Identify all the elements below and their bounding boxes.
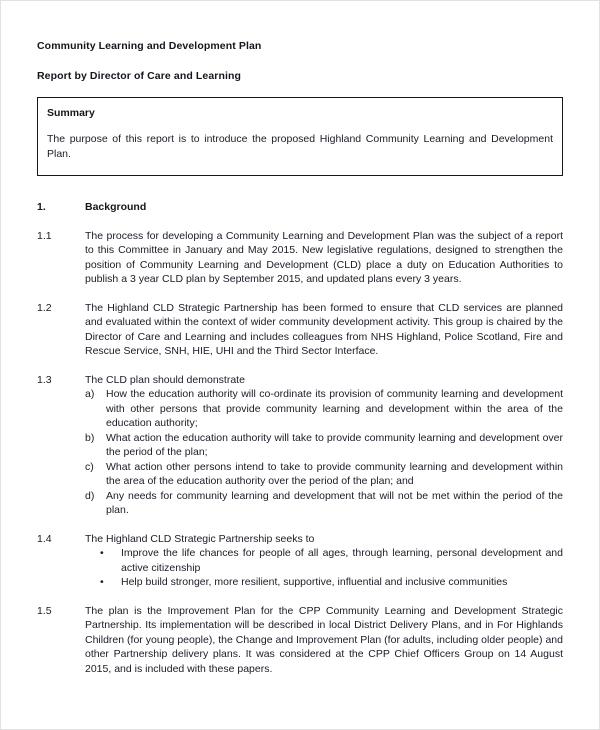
section-heading: [37, 200, 563, 215]
summary-heading: Summary: [47, 107, 95, 119]
paragraph-1-2: [37, 301, 563, 359]
summary-box: [37, 97, 563, 176]
paragraph-number: 1.2: [37, 301, 52, 314]
page-title: Community Learning and Development Plan: [37, 40, 262, 52]
list-item: [85, 387, 563, 431]
paragraph-text: The Highland CLD Strategic Partnership has been formed to ensure that CLD services are planned and evaluated within the context of wider community development activity. This group is chaired by the Director of Care and Learning and includes colleagues from NHS Highland, Police Scotland, Fire and Rescue Service, SNH, HIE, UHI and the Third Sector Interface.: [85, 301, 563, 357]
list-marker: c): [85, 460, 94, 473]
list-item: [85, 546, 563, 575]
list-item-text: Improve the life chances for people of all ages, through learning, personal development and active citizenship: [121, 547, 563, 574]
list-item: [85, 575, 563, 590]
list-item-text: What action other persons intend to take to provide community learning and development within the area of the education authority over the period of the plan; and: [106, 460, 563, 487]
paragraph-text: The plan is the Improvement Plan for the CPP Community Learning and Development Strategic Partnership. Its implementation will be described in local District Delivery Plans, and in For Highlands Children (for young people), the Change and Improvement Plan (for adults, including older people) and other Partnership delivery plans. It was considered at the CPP Chief Officers Group on 14 August 2015, and is included with these papers.: [85, 604, 563, 675]
paragraph-number: 1.4: [37, 532, 52, 545]
paragraph-1-1: [37, 229, 563, 287]
bullet-icon: •: [100, 576, 104, 588]
summary-text: The purpose of this report is to introduce the proposed Highland Community Learning and Development Plan.: [47, 133, 553, 160]
list-item-text: How the education authority will co-ordinate its provision of community learning and development with other persons that provide community learning and development within the area of the education authority;: [106, 388, 563, 429]
paragraph-number: 1.5: [37, 604, 52, 617]
paragraph-1-4: [37, 532, 563, 590]
list-item: [85, 431, 563, 460]
list-item-text: What action the education authority will take to provide community learning and development over the period of the plan;: [106, 431, 563, 458]
list-marker: b): [85, 431, 95, 444]
paragraph-text: The process for developing a Community Learning and Development Plan was the subject of a report to this Committee in January and May 2015. New legislative regulations, designed to strengthen the position of Community Learning and Development (CLD) place a duty on Education Authorities to publish a 3 year CLD plan by September 2015, and updated plans every 3 years.: [85, 229, 563, 285]
paragraph-lead-text: The CLD plan should demonstrate: [85, 373, 245, 386]
list-item: [85, 460, 563, 489]
bullet-list: [85, 546, 563, 590]
paragraph-content: [85, 373, 563, 518]
paragraph-number: 1.3: [37, 373, 52, 386]
paragraph-number: 1.1: [37, 229, 52, 242]
document-subtitle: Report by Director of Care and Learning: [37, 70, 242, 82]
section-number: 1.: [37, 201, 46, 213]
paragraph-1-3: [37, 373, 563, 518]
list-marker: d): [85, 489, 95, 502]
paragraph-content: [85, 532, 563, 590]
list-item-text: Any needs for community learning and development that will not be met within the period of the plan.: [106, 489, 563, 516]
list-marker: a): [85, 388, 95, 400]
list-item: [85, 489, 563, 518]
section-title: Background: [85, 201, 147, 213]
document-body: [37, 1, 563, 676]
paragraph-lead-text: The Highland CLD Strategic Partnership seeks to: [85, 532, 315, 545]
bullet-icon: •: [100, 547, 104, 559]
lettered-list: [85, 387, 563, 518]
list-item-text: Help build stronger, more resilient, supportive, influential and inclusive communities: [121, 576, 508, 588]
paragraph-1-5: [37, 604, 563, 677]
